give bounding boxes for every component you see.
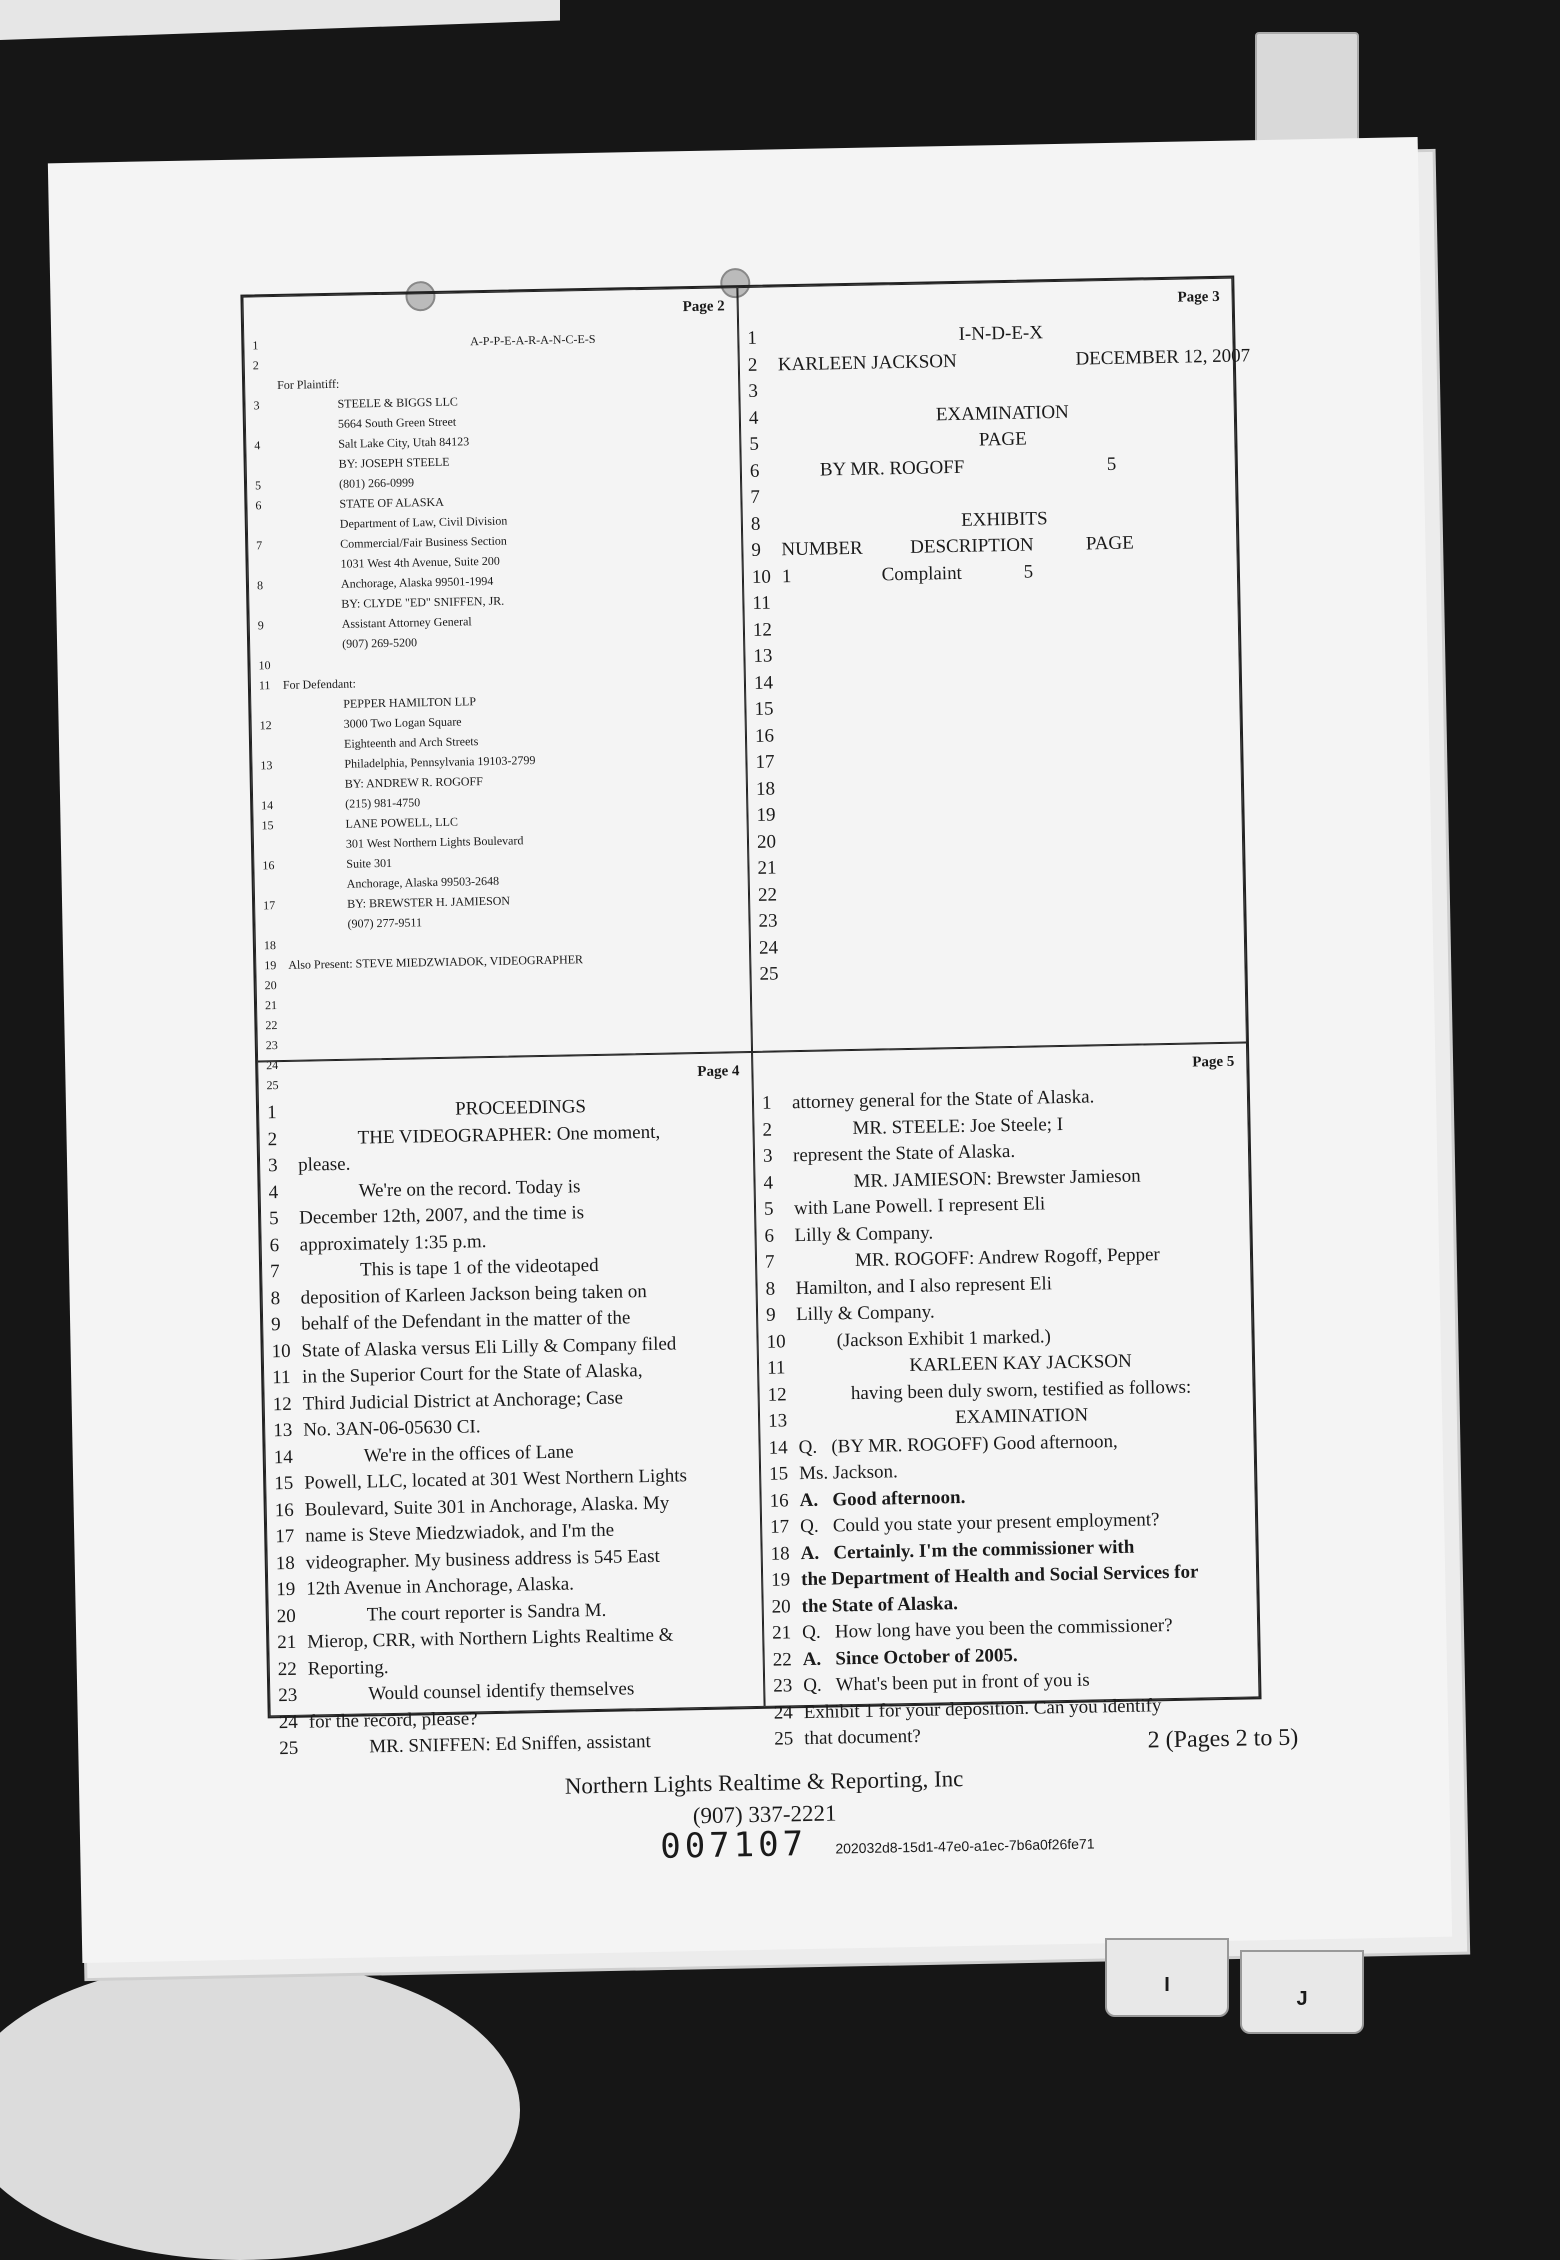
page-label: Page 2 (682, 298, 724, 316)
line-number: 10 (752, 564, 783, 591)
line-number: 4 (749, 405, 780, 432)
line-text: Department of Law, Civil Division (280, 506, 733, 535)
line-text: that document? (804, 1718, 1251, 1753)
line-number: 13 (753, 643, 784, 670)
index-tab-i[interactable]: I (1105, 1938, 1229, 2017)
line-number: 5 (255, 475, 279, 495)
line-number: 22 (772, 1647, 803, 1674)
line-text: attorney general for the State of Alaska. (792, 1082, 1239, 1117)
line-number: 25 (279, 1736, 310, 1763)
line-number: 6 (255, 495, 279, 515)
line-number: 6 (269, 1232, 300, 1259)
line-number: 7 (270, 1259, 301, 1286)
line-text: We're on the record. Today is (298, 1171, 745, 1206)
line-text: (Jackson Exhibit 1 marked.) (796, 1320, 1243, 1355)
line-text: having been duly sworn, testified as follows: (797, 1373, 1244, 1408)
line-number: 22 (265, 1015, 289, 1035)
page-4-panel (257, 1052, 764, 1716)
line-text: The court reporter is Sandra M. (307, 1595, 754, 1630)
line-text: 1031 West 4th Avenue, Suite 200 (280, 546, 733, 575)
footer-phone: (907) 337-2221 (80, 1789, 1450, 1841)
line-number: 1 (267, 1100, 298, 1127)
line-text: MR. SNIFFEN: Ed Sniffen, assistant (309, 1727, 756, 1762)
footer-page-range: 2 (Pages 2 to 5) (1147, 1725, 1298, 1755)
line-number: 12 (753, 617, 784, 644)
line-number: 18 (756, 776, 787, 803)
line-number: 19 (276, 1577, 307, 1604)
page-3-panel (737, 278, 1247, 1052)
line-number: 3 (748, 378, 779, 405)
line-number: 1 (747, 325, 778, 352)
line-number: 11 (767, 1355, 798, 1382)
line-number: 2 (762, 1117, 793, 1144)
line-number: 9 (258, 615, 282, 635)
line-number: 21 (772, 1620, 803, 1647)
line-number: 18 (264, 935, 288, 955)
line-number: 24 (773, 1700, 804, 1727)
line-number: 10 (271, 1338, 302, 1365)
line-number: 25 (774, 1726, 805, 1753)
line-text: NUMBER DESCRIPTION PAGE (781, 529, 1228, 564)
line-number: 23 (758, 908, 789, 935)
line-number: 17 (275, 1524, 306, 1551)
line-text: December 12th, 2007, and the time is (299, 1197, 746, 1232)
line-number: 24 (266, 1055, 290, 1075)
line-number: 1 (762, 1090, 793, 1117)
line-number: 19 (264, 955, 288, 975)
line-text: BY: CLYDE "ED" SNIFFEN, JR. (281, 586, 734, 615)
line-number: 8 (257, 575, 281, 595)
line-text (788, 865, 1235, 874)
line-text: Suite 301 (286, 846, 739, 875)
line-text: PEPPER HAMILTON LLP (283, 686, 736, 715)
line-text: (907) 277-9511 (287, 906, 740, 935)
footer-company: Northern Lights Realtime & Reporting, Inc (79, 1757, 1449, 1809)
line-text: Hamilton, and I also represent Eli (795, 1267, 1242, 1302)
line-text: Lilly & Company. (796, 1294, 1243, 1329)
line-number: 3 (268, 1153, 299, 1180)
line-text: Boulevard, Suite 301 in Anchorage, Alaska. My (305, 1489, 752, 1524)
line-text: EXHIBITS (781, 502, 1228, 537)
line-number: 21 (757, 855, 788, 882)
line-text: Q. What's been put in front of you is (803, 1665, 1250, 1700)
line-text: 12th Avenue in Anchorage, Alaska. (306, 1568, 753, 1603)
line-text: BY: ANDREW R. ROGOFF (285, 766, 738, 795)
line-text: approximately 1:35 p.m. (299, 1224, 746, 1259)
line-text: Would counsel identify themselves (308, 1674, 755, 1709)
line-number: 2 (253, 355, 277, 375)
line-number: 17 (770, 1514, 801, 1541)
line-number: 24 (759, 935, 790, 962)
line-text: Q. Could you state your present employment? (800, 1506, 1247, 1541)
line-text: EXAMINATION (779, 396, 1226, 431)
line-text: KARLEEN KAY JACKSON (797, 1347, 1244, 1382)
line-text: please. (298, 1144, 745, 1179)
line-number: 11 (752, 590, 783, 617)
line-text: Philadelphia, Pennsylvania 19103-2799 (284, 746, 737, 775)
line-text: Salt Lake City, Utah 84123 (278, 426, 731, 455)
line-text: BY: JOSEPH STEELE (278, 446, 731, 475)
line-number: 22 (758, 882, 789, 909)
line-text: Lilly & Company. (794, 1214, 1241, 1249)
line-number: 23 (266, 1035, 290, 1055)
line-text (789, 944, 1236, 953)
page-label: Page 3 (1177, 289, 1219, 307)
line-number: 7 (765, 1249, 796, 1276)
line-text: PROCEEDINGS (297, 1091, 744, 1126)
line-number: 7 (256, 535, 280, 555)
line-text: For Plaintiff: (277, 366, 730, 395)
page-3-lines (747, 317, 1237, 989)
line-text: A. Certainly. I'm the commissioner with (800, 1532, 1247, 1567)
line-text: Ms. Jackson. (799, 1453, 1246, 1488)
line-text: for the record, please? (309, 1701, 756, 1736)
line-number: 5 (749, 431, 780, 458)
line-number: 21 (265, 995, 289, 1015)
page-label: Page 4 (697, 1063, 739, 1081)
line-number: 15 (261, 815, 285, 835)
line-number: 13 (260, 755, 284, 775)
line-text: represent the State of Alaska. (793, 1135, 1240, 1170)
line-number: 8 (270, 1285, 301, 1312)
line-text: Reporting. (308, 1648, 755, 1683)
line-text: Also Present: STEVE MIEDZWIADOK, VIDEOGRAPHER (288, 946, 741, 975)
line-text: in the Superior Court for the State of Alaska, (302, 1356, 749, 1391)
line-text (784, 653, 1231, 662)
line-text: BY MR. ROGOFF 5 (780, 449, 1227, 484)
line-number: 23 (278, 1683, 309, 1710)
background-paper-strip (0, 0, 560, 40)
transcript-grid (240, 276, 1261, 1719)
line-number: 11 (259, 675, 283, 695)
line-number: 10 (258, 655, 282, 675)
line-number: 3 (253, 395, 277, 415)
line-text: (907) 269-5200 (282, 626, 735, 655)
line-number: 7 (750, 484, 781, 511)
line-number: 4 (254, 435, 278, 455)
line-text (780, 494, 1227, 503)
line-number: 12 (272, 1391, 303, 1418)
line-text: A. Good afternoon. (799, 1479, 1246, 1514)
line-number: 11 (272, 1365, 303, 1392)
line-text (786, 759, 1233, 768)
line-text (785, 732, 1232, 741)
line-text (787, 838, 1234, 847)
line-text: 3000 Two Logan Square (283, 706, 736, 735)
line-number: 14 (273, 1444, 304, 1471)
line-number: 20 (264, 975, 288, 995)
line-number: 23 (773, 1673, 804, 1700)
line-number: 17 (755, 749, 786, 776)
line-text (783, 626, 1230, 635)
line-number: 17 (263, 895, 287, 915)
line-text: 1 Complaint 5 (782, 555, 1229, 590)
page-2-panel (242, 287, 752, 1061)
line-text: For Defendant: (283, 666, 736, 695)
line-text: THE VIDEOGRAPHER: One moment, (297, 1118, 744, 1153)
line-number: 21 (277, 1630, 308, 1657)
line-text: behalf of the Defendant in the matter of the (301, 1303, 748, 1338)
line-number: 6 (764, 1223, 795, 1250)
line-text: Anchorage, Alaska 99503-2648 (287, 866, 740, 895)
line-number: 5 (764, 1196, 795, 1223)
line-text: with Lane Powell. I represent Eli (794, 1188, 1241, 1223)
line-text (787, 812, 1234, 821)
line-text: No. 3AN-06-05630 CI. (303, 1409, 750, 1444)
line-text: EXAMINATION (798, 1400, 1245, 1435)
line-number: 24 (279, 1709, 310, 1736)
line-number: 14 (754, 670, 785, 697)
line-text: the State of Alaska. (801, 1585, 1248, 1620)
line-text: STEELE & BIGGS LLC (277, 386, 730, 415)
line-number: 12 (767, 1382, 798, 1409)
line-text: Q. How long have you been the commissioner? (802, 1612, 1249, 1647)
line-number: 1 (252, 335, 276, 355)
line-text: (801) 266-0999 (279, 466, 732, 495)
line-text: name is Steve Miedzwiadok, and I'm the (305, 1515, 752, 1550)
line-text: Commercial/Fair Business Section (280, 526, 733, 555)
line-text: Powell, LLC, located at 301 West Northern Lights (304, 1462, 751, 1497)
line-number: 16 (755, 723, 786, 750)
page-5-lines (762, 1082, 1252, 1754)
line-text: videographer. My business address is 545 East (306, 1542, 753, 1577)
line-number: 2 (748, 352, 779, 379)
line-text (786, 785, 1233, 794)
line-text: Eighteenth and Arch Streets (284, 726, 737, 755)
line-number: 14 (768, 1435, 799, 1462)
line-text: MR. STEELE: Joe Steele; I (792, 1108, 1239, 1143)
line-text: 301 West Northern Lights Boulevard (286, 826, 739, 855)
line-text (784, 679, 1231, 688)
line-number: 19 (756, 802, 787, 829)
line-text: the Department of Health and Social Services for (801, 1559, 1248, 1594)
line-number: 8 (765, 1276, 796, 1303)
line-number: 25 (759, 961, 790, 988)
line-text (789, 918, 1236, 927)
line-text: MR. JAMIESON: Brewster Jamieson (793, 1161, 1240, 1196)
line-text (785, 706, 1232, 715)
line-number: 15 (769, 1461, 800, 1488)
line-text: LANE POWELL, LLC (285, 806, 738, 835)
line-number: 20 (277, 1603, 308, 1630)
line-text: MR. ROGOFF: Andrew Rogoff, Pepper (795, 1241, 1242, 1276)
line-number: 2 (267, 1126, 298, 1153)
document-id: 202032d8-15d1-47e0-a1ec-7b6a0f26fe71 (835, 1836, 1094, 1857)
line-text: BY: BREWSTER H. JAMIESON (287, 886, 740, 915)
line-number: 9 (751, 537, 782, 564)
transcript-page (48, 137, 1452, 1963)
line-number: 9 (766, 1302, 797, 1329)
line-number: 15 (754, 696, 785, 723)
line-number: 4 (763, 1170, 794, 1197)
line-number: 20 (771, 1594, 802, 1621)
line-number: 13 (768, 1408, 799, 1435)
line-number: 15 (274, 1471, 305, 1498)
background-lamp (0, 1960, 520, 2260)
line-number: 18 (770, 1541, 801, 1568)
index-tab-j[interactable]: J (1240, 1950, 1364, 2034)
line-text: State of Alaska versus Eli Lilly & Company filed (301, 1330, 748, 1365)
line-text (783, 600, 1230, 609)
line-text: Anchorage, Alaska 99501-1994 (281, 566, 734, 595)
line-number: 12 (259, 715, 283, 735)
line-number: 13 (273, 1418, 304, 1445)
line-text: I-N-D-E-X (777, 317, 1224, 352)
line-text: A-P-P-E-A-R-A-N-C-E-S (276, 326, 729, 355)
line-text: Exhibit 1 for your deposition. Can you identify (803, 1691, 1250, 1726)
line-text: This is tape 1 of the videotaped (300, 1250, 747, 1285)
page-5-panel (752, 1042, 1259, 1706)
line-number: 6 (750, 458, 781, 485)
line-text: A. Since October of 2005. (802, 1638, 1249, 1673)
line-text: (215) 981-4750 (285, 786, 738, 815)
line-number: 10 (766, 1329, 797, 1356)
line-text (788, 891, 1235, 900)
page-4-lines (267, 1091, 757, 1763)
line-number: 16 (275, 1497, 306, 1524)
line-text: 5664 South Green Street (278, 406, 731, 435)
line-text: PAGE (779, 423, 1226, 458)
line-number: 8 (751, 511, 782, 538)
line-text (778, 388, 1225, 397)
line-text: Assistant Attorney General (282, 606, 735, 635)
line-number: 20 (757, 829, 788, 856)
line-number: 16 (262, 855, 286, 875)
line-text: Mierop, CRR, with Northern Lights Realtime & (307, 1621, 754, 1656)
line-number: 5 (269, 1206, 300, 1233)
line-text: We're in the offices of Lane (303, 1436, 750, 1471)
line-number: 3 (763, 1143, 794, 1170)
line-text: Q. (BY MR. ROGOFF) Good afternoon, (798, 1426, 1245, 1461)
line-text: KARLEEN JACKSON DECEMBER 12, 2007 (778, 343, 1251, 379)
line-number: 22 (278, 1656, 309, 1683)
line-text: STATE OF ALASKA (279, 486, 732, 515)
line-number: 19 (771, 1567, 802, 1594)
page-label: Page 5 (1192, 1054, 1234, 1072)
line-text: deposition of Karleen Jackson being taken on (300, 1277, 747, 1312)
line-number: 9 (271, 1312, 302, 1339)
line-number: 4 (268, 1179, 299, 1206)
line-text: Third Judicial District at Anchorage; Case (302, 1383, 749, 1418)
page-2-lines (252, 326, 744, 1095)
line-text (790, 971, 1237, 980)
line-number: 18 (276, 1550, 307, 1577)
line-number: 25 (266, 1075, 290, 1095)
line-number: 14 (261, 795, 285, 815)
bates-number: 007107 (660, 1824, 808, 1867)
line-number: 16 (769, 1488, 800, 1515)
